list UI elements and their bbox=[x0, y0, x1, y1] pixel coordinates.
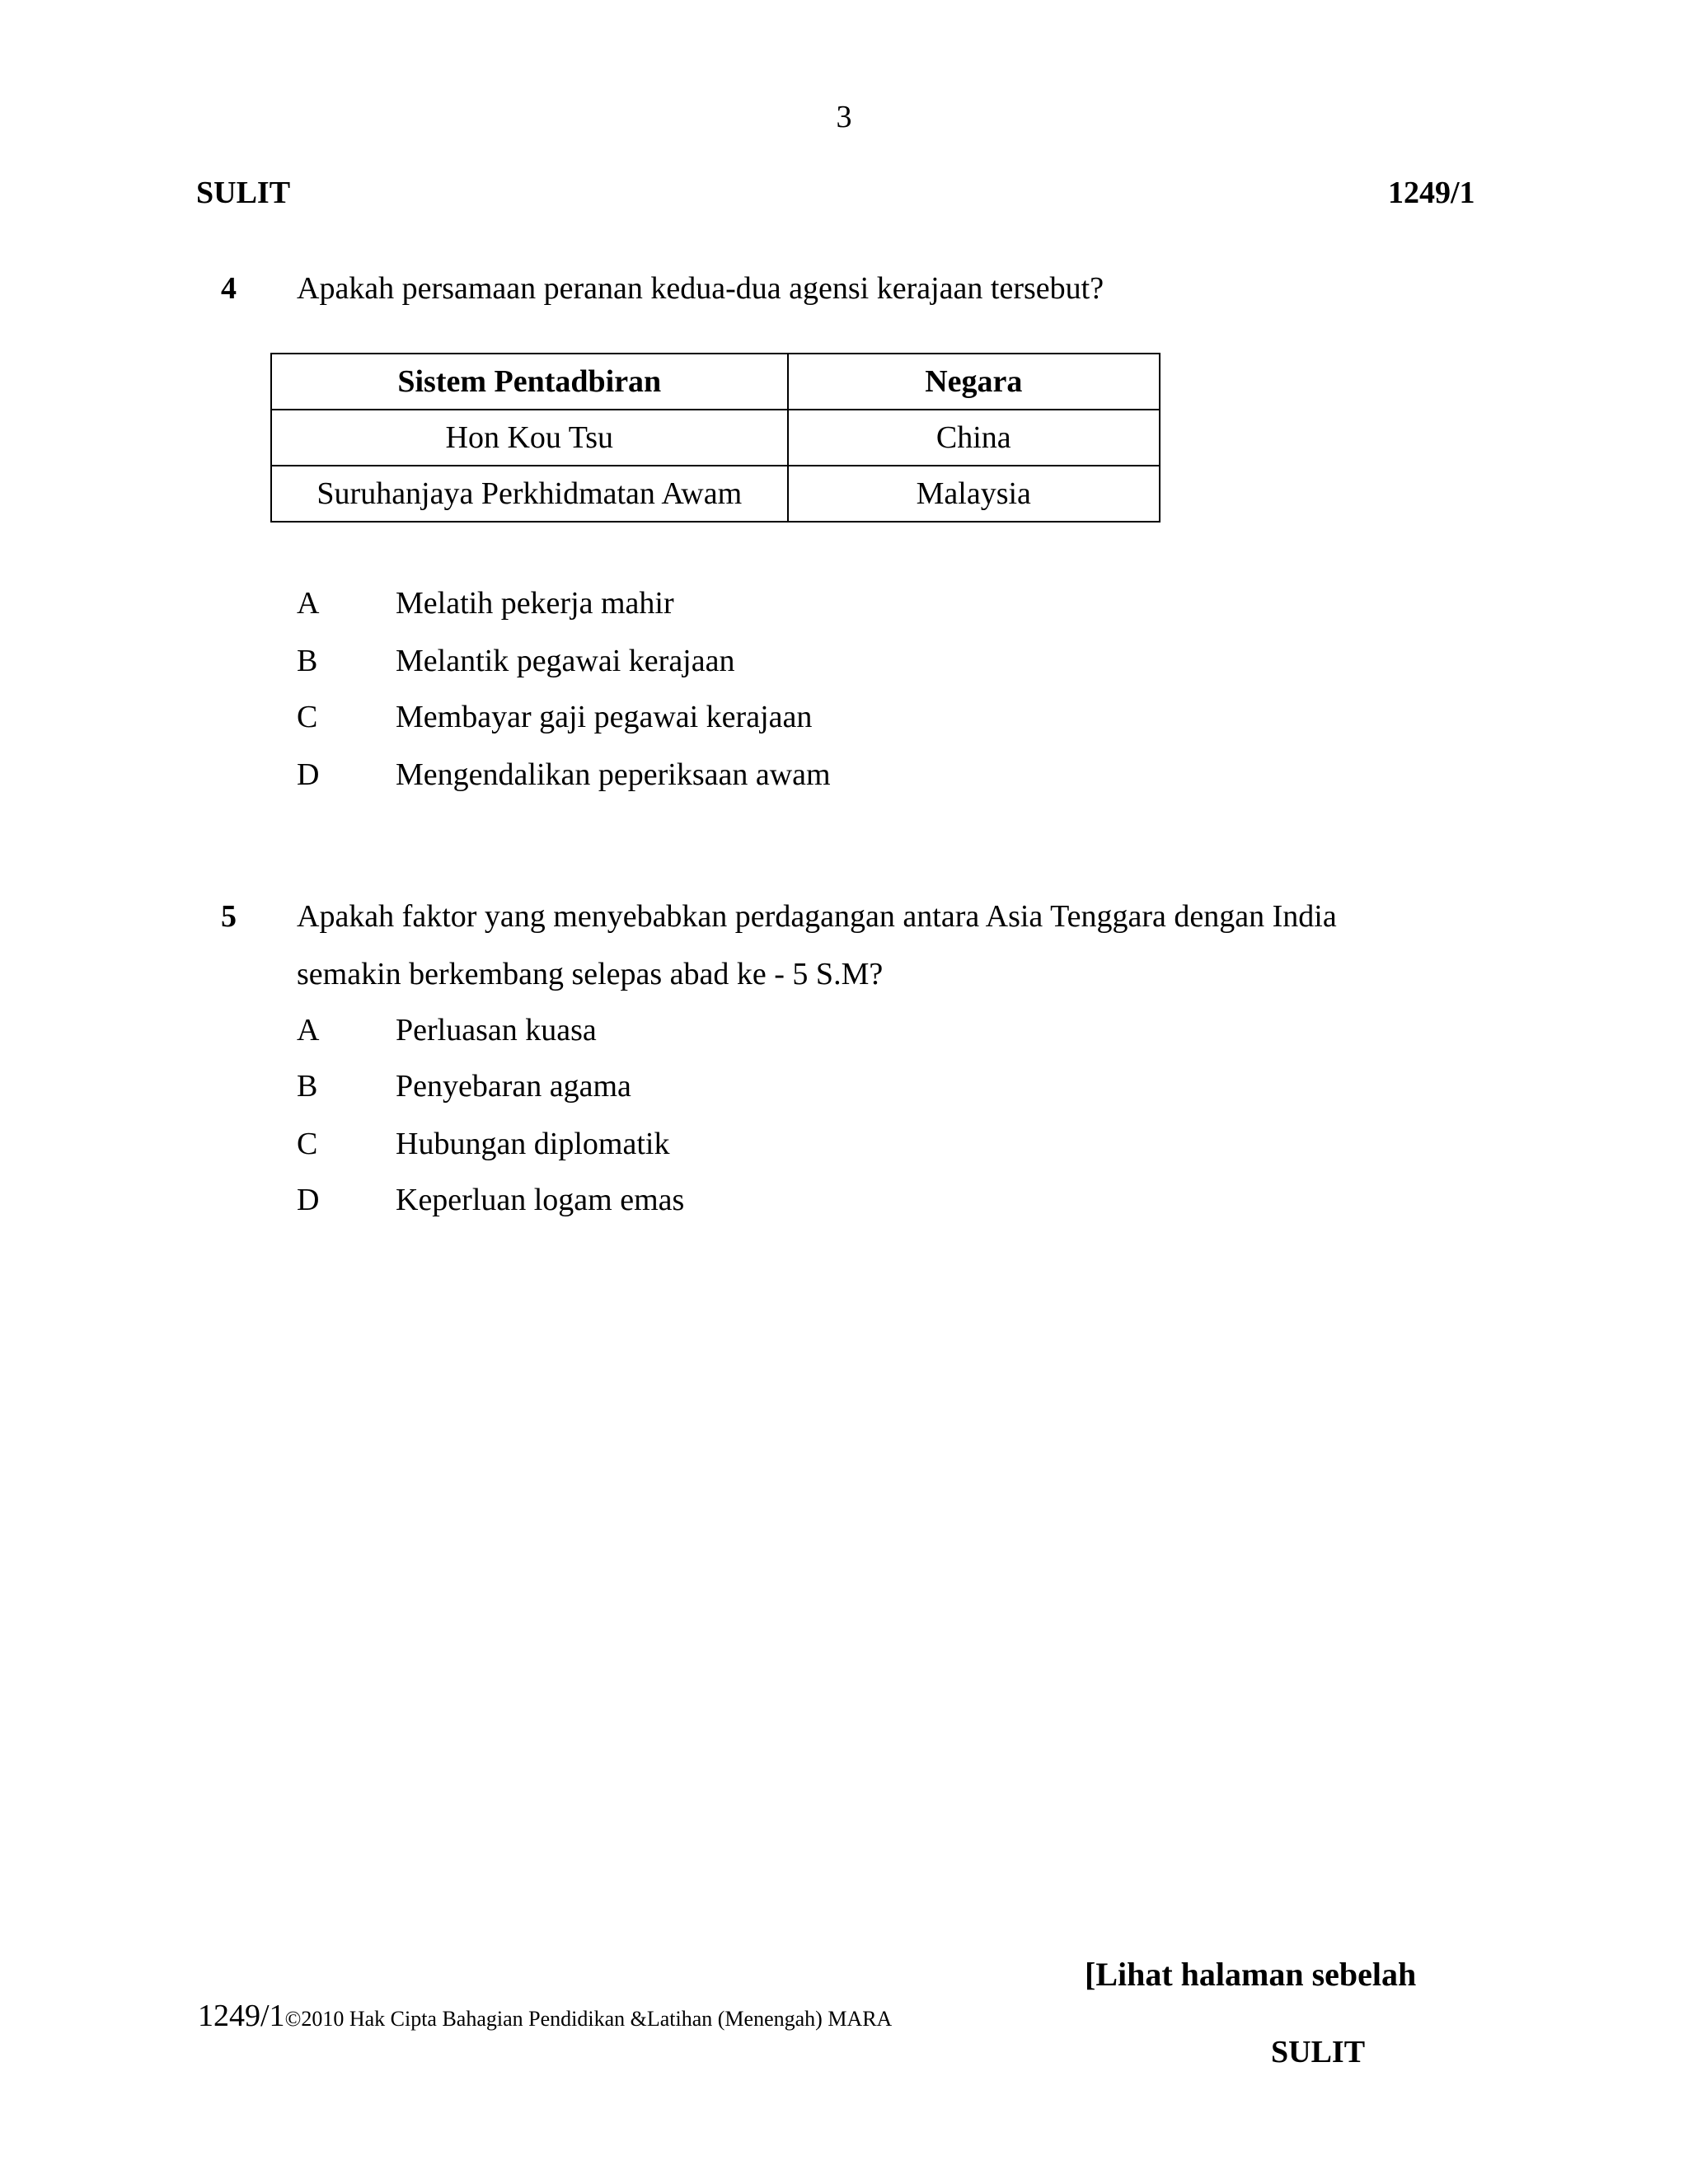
table-cell-country: Malaysia bbox=[788, 466, 1160, 522]
q4-option-c-letter: C bbox=[297, 700, 318, 734]
q4-option-c-text: Membayar gaji pegawai kerajaan bbox=[396, 700, 813, 734]
q5-option-b-text: Penyebaran agama bbox=[396, 1069, 631, 1104]
footer-paper-code: 1249/1 bbox=[198, 1999, 285, 2033]
administration-table bbox=[270, 353, 1160, 523]
q4-option-d-text: Mengendalikan peperiksaan awam bbox=[396, 757, 831, 792]
header-classification: SULIT bbox=[196, 176, 291, 210]
table-row bbox=[271, 410, 1160, 466]
q4-option-a-letter: A bbox=[297, 586, 320, 621]
q4-option-b-text: Melantik pegawai kerajaan bbox=[396, 644, 735, 678]
q5-option-b-letter: B bbox=[297, 1069, 318, 1104]
table-cell-country: China bbox=[788, 410, 1160, 466]
question-5-number: 5 bbox=[221, 899, 237, 934]
page-number: 3 bbox=[836, 100, 852, 134]
table-header-country: Negara bbox=[788, 354, 1160, 410]
footer-copyright: ©2010 Hak Cipta Bahagian Pendidikan &Latihan (Menengah) MARA bbox=[284, 2007, 893, 2031]
question-5-text-line-1: Apakah faktor yang menyebabkan perdagangan antara Asia Tenggara dengan India bbox=[297, 899, 1337, 934]
q4-option-b-letter: B bbox=[297, 644, 318, 678]
next-page-note: [Lihat halaman sebelah bbox=[1085, 1956, 1417, 1993]
table-header-system: Sistem Pentadbiran bbox=[271, 354, 788, 410]
table-header-row bbox=[271, 354, 1160, 410]
q4-option-a-text: Melatih pekerja mahir bbox=[396, 586, 674, 621]
q5-option-c-text: Hubungan diplomatik bbox=[396, 1127, 670, 1161]
q5-option-a-letter: A bbox=[297, 1013, 320, 1047]
table-row bbox=[271, 466, 1160, 522]
footer-classification: SULIT bbox=[1271, 2035, 1366, 2069]
q5-option-d-letter: D bbox=[297, 1183, 320, 1217]
question-4-number: 4 bbox=[221, 271, 237, 306]
question-5-text-line-2: semakin berkembang selepas abad ke - 5 S.M? bbox=[297, 957, 884, 991]
footer-copyright-line bbox=[198, 1998, 892, 2034]
q5-option-a-text: Perluasan kuasa bbox=[396, 1013, 597, 1047]
q5-option-c-letter: C bbox=[297, 1127, 318, 1161]
header-paper-code: 1249/1 bbox=[1388, 176, 1475, 210]
question-4-text: Apakah persamaan peranan kedua-dua agensi kerajaan tersebut? bbox=[297, 271, 1104, 306]
q5-option-d-text: Keperluan logam emas bbox=[396, 1183, 685, 1217]
q4-option-d-letter: D bbox=[297, 757, 320, 792]
table-cell-system: Hon Kou Tsu bbox=[271, 410, 788, 466]
table-cell-system: Suruhanjaya Perkhidmatan Awam bbox=[271, 466, 788, 522]
